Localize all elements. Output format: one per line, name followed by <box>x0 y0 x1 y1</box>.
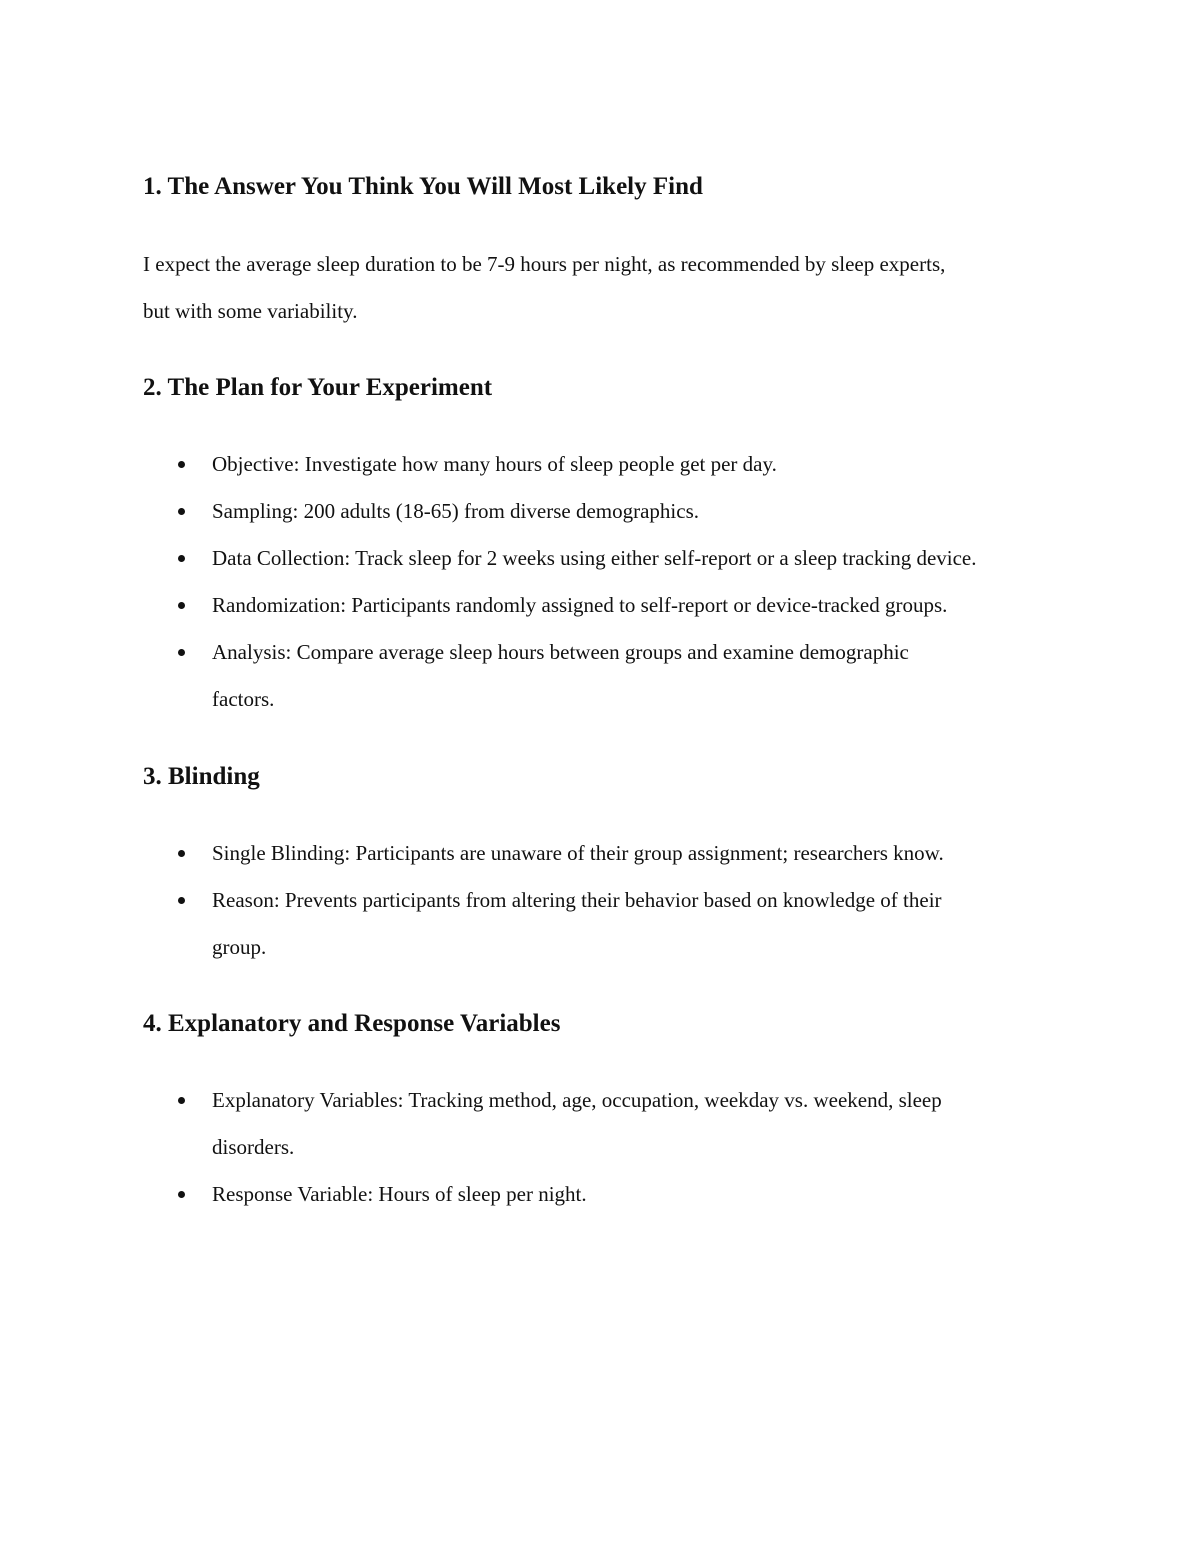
bullet-icon <box>178 461 185 468</box>
section-3-heading: 3. Blinding <box>143 763 260 790</box>
list-item-text: Sampling: 200 adults (18-65) from diverse demographics. <box>212 499 699 523</box>
section-4-heading: 4. Explanatory and Response Variables <box>143 1010 561 1037</box>
bullet-icon <box>178 850 185 857</box>
bullet-icon <box>178 1191 185 1198</box>
list-item-text-continued: group. <box>212 935 267 959</box>
list-item-text: Analysis: Compare average sleep hours between groups and examine demographic <box>212 640 909 664</box>
section-2-heading: 2. The Plan for Your Experiment <box>143 374 493 401</box>
list-item-text: Single Blinding: Participants are unaware of their group assignment; researchers know. <box>212 841 944 865</box>
section-1-paragraph-line-2: but with some variability. <box>143 299 358 323</box>
list-item-text-continued: disorders. <box>212 1135 295 1159</box>
bullet-icon <box>178 1097 185 1104</box>
bullet-icon <box>178 602 185 609</box>
bullet-icon <box>178 897 185 904</box>
list-item-text: Data Collection: Track sleep for 2 weeks using either self-report or a sleep tracking device. <box>212 546 977 570</box>
list-item-text: Objective: Investigate how many hours of sleep people get per day. <box>212 452 777 476</box>
bullet-icon <box>178 555 185 562</box>
list-item-text-continued: factors. <box>212 687 275 711</box>
list-item-text: Explanatory Variables: Tracking method, age, occupation, weekday vs. weekend, sleep <box>212 1088 942 1112</box>
bullet-icon <box>178 649 185 656</box>
section-1-heading: 1. The Answer You Think You Will Most Likely Find <box>143 173 703 200</box>
section-1-paragraph-line-1: I expect the average sleep duration to be 7-9 hours per night, as recommended by sleep experts, <box>143 252 946 276</box>
list-item-text: Randomization: Participants randomly assigned to self-report or device-tracked groups. <box>212 593 948 617</box>
bullet-icon <box>178 508 185 515</box>
list-item-text: Reason: Prevents participants from altering their behavior based on knowledge of their <box>212 888 942 912</box>
list-item-text: Response Variable: Hours of sleep per night. <box>212 1182 587 1206</box>
